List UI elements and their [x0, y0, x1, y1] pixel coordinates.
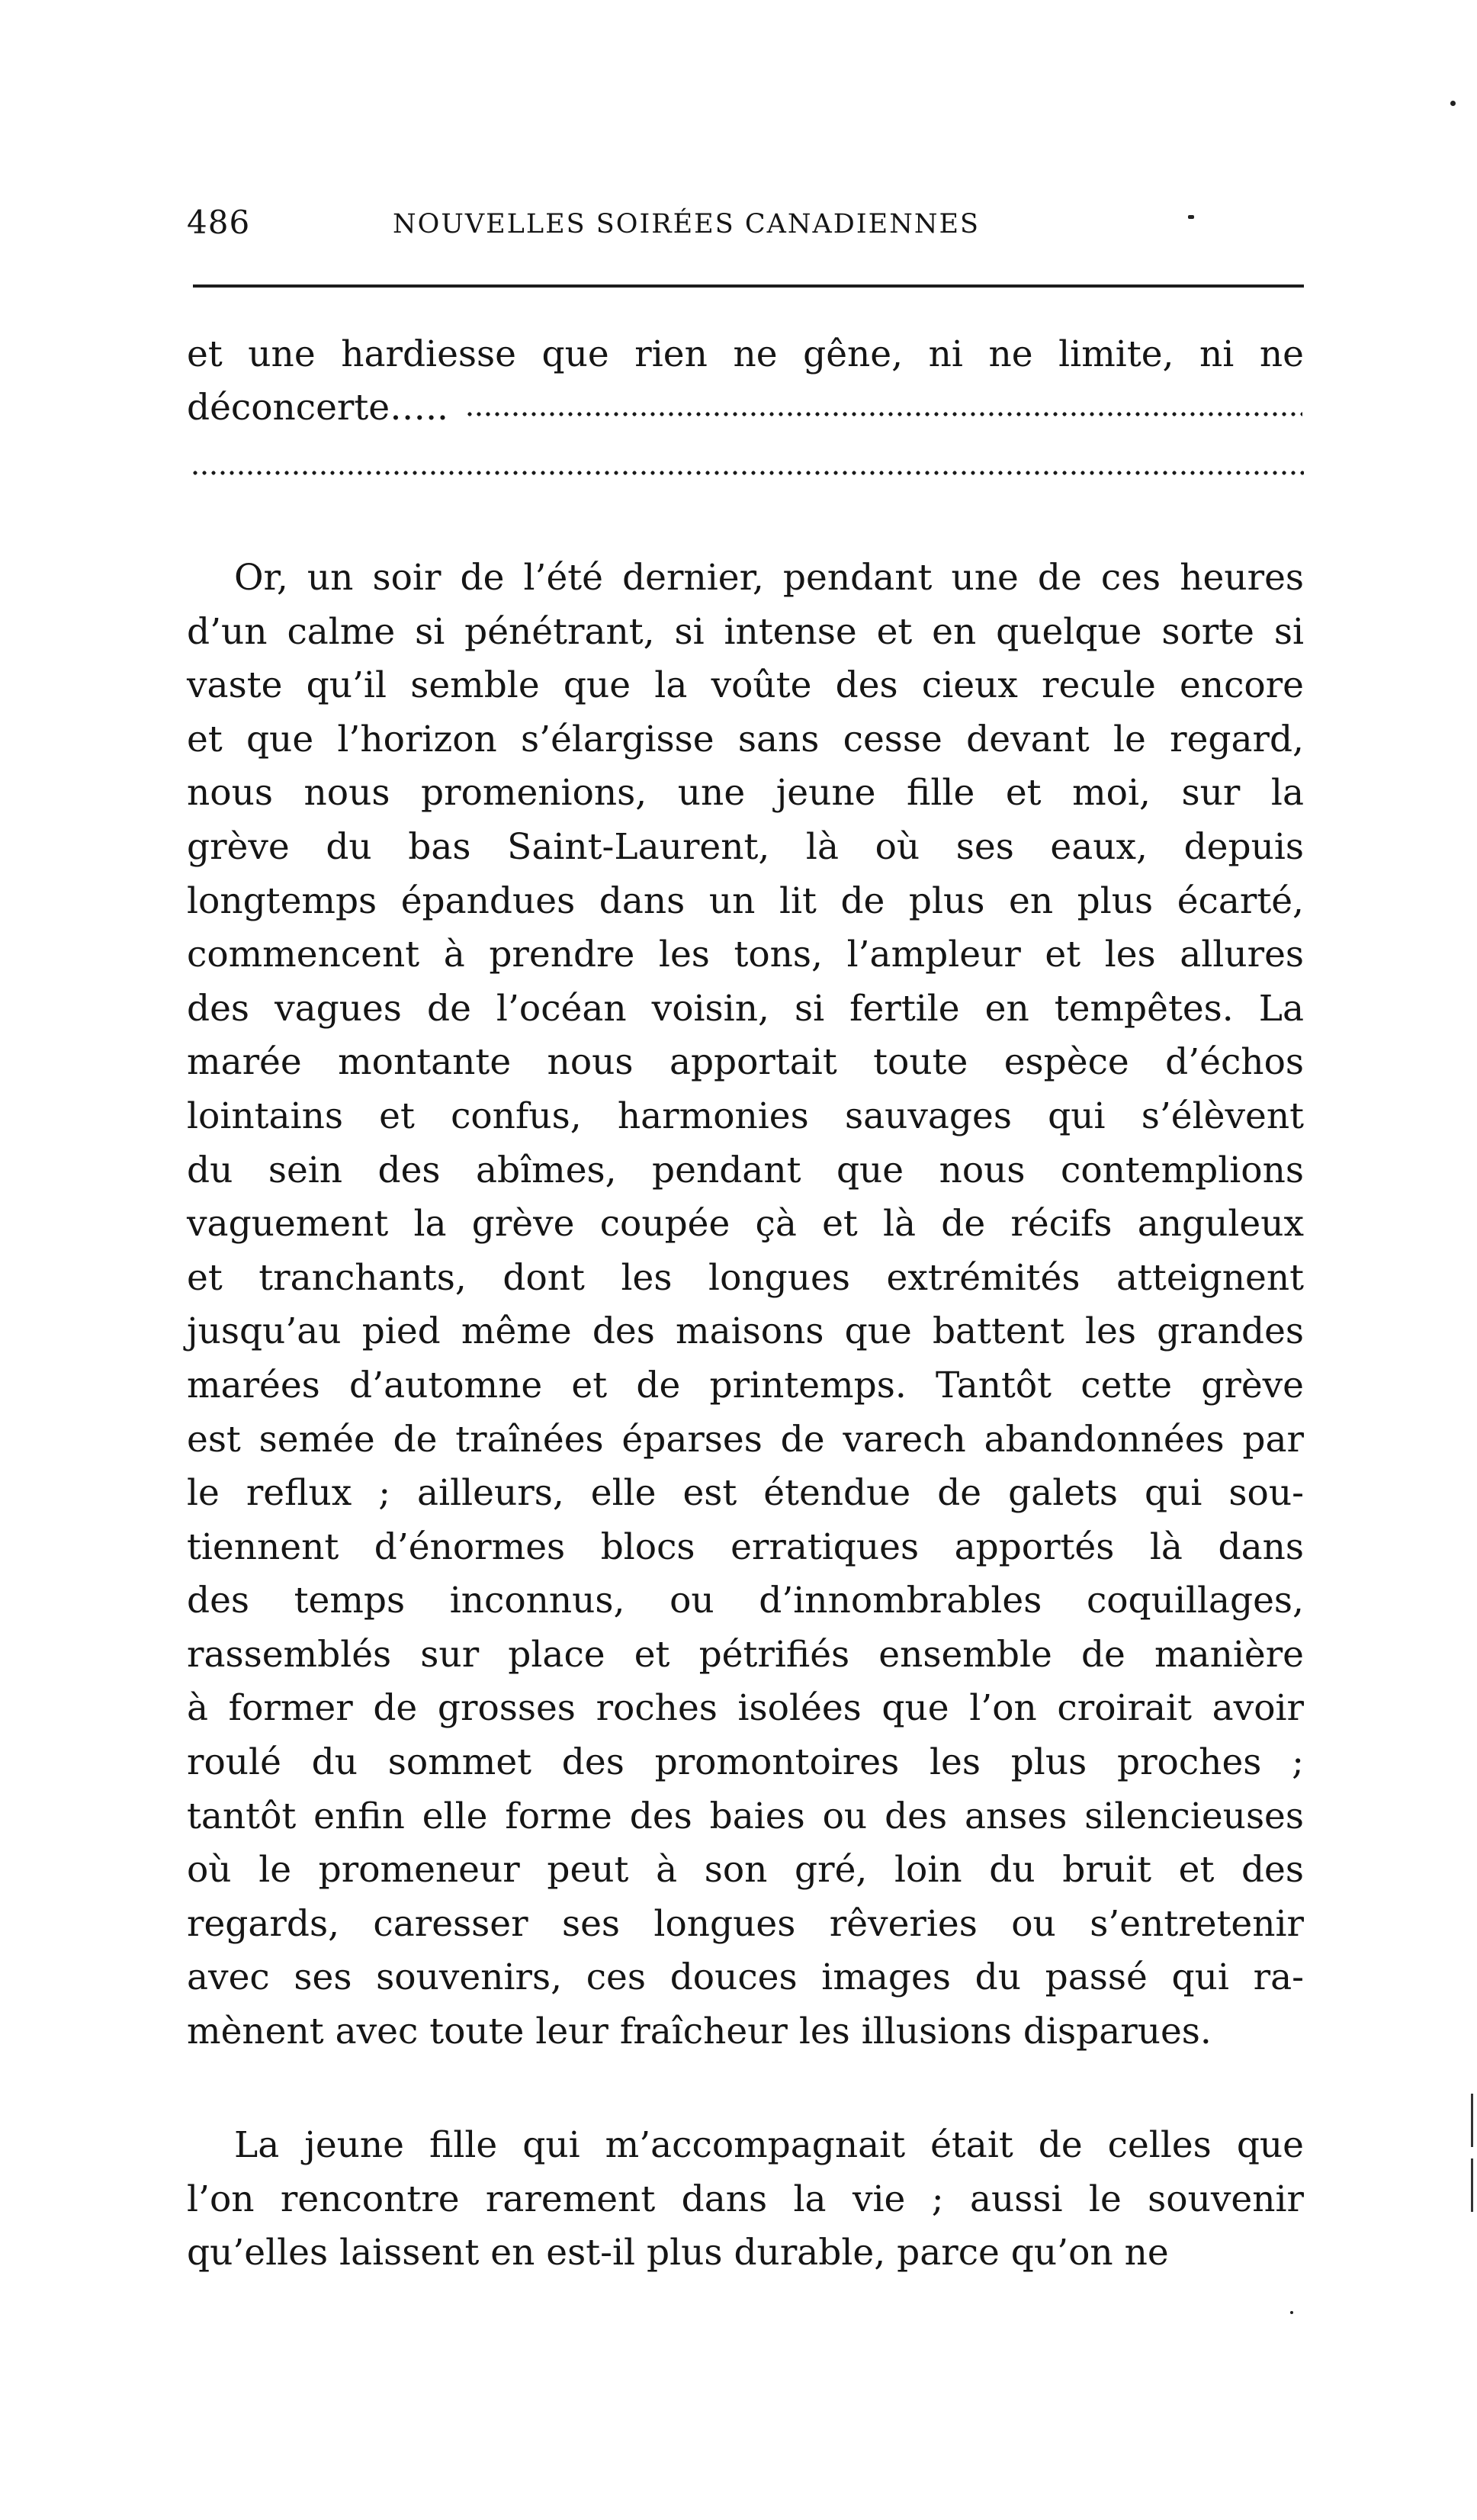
header-rule	[193, 284, 1304, 288]
text-line: des vagues de l’océan voisin, si fertile en tempêtes. La	[187, 987, 1304, 1030]
text-line: marées d’automne et de printemps. Tantôt cette grève	[187, 1364, 1304, 1406]
text-line: roulé du sommet des promontoires les plus proches ;	[187, 1741, 1304, 1784]
text-line: où le promeneur peut à son gré, loin du bruit et des	[187, 1849, 1304, 1892]
dot-separator-line	[191, 471, 1304, 475]
text-line: mènent avec toute leur fraîcheur les illusions disparues.	[187, 2011, 1212, 2053]
running-title: NOUVELLES SOIRÉES CANADIENNES	[393, 209, 980, 239]
text-line: vaguement la grève coupée çà et là de récifs anguleux	[187, 1203, 1304, 1246]
text-line: et que l’horizon s’élargisse sans cesse devant le regard,	[187, 718, 1304, 760]
text-line: regards, caresser ses longues rêveries ou s’entretenir	[187, 1902, 1304, 1945]
text-line: tiennent d’énormes blocs erratiques apportés là dans	[187, 1525, 1304, 1568]
text-line: Or, un soir de l’été dernier, pendant une de ces heures	[234, 557, 1304, 599]
paragraph-2	[187, 2119, 1304, 2281]
text-line: avec ses souvenirs, ces douces images du passé qui ra-	[187, 1956, 1304, 1999]
text-line: tantôt enfin elle forme des baies ou des anses silencieuses	[187, 1795, 1304, 1837]
opening-line-1: et une hardiesse que rien ne gêne, ni ne limite, ni ne	[187, 333, 1304, 375]
margin-mark	[1471, 2158, 1473, 2212]
page-number: 486	[187, 204, 251, 241]
text-line: des temps inconnus, ou d’innombrables coquillages,	[187, 1580, 1304, 1622]
text-line: à former de grosses roches isolées que l’on croirait avoir	[187, 1687, 1304, 1730]
text-line: vaste qu’il semble que la voûte des cieux recule encore	[187, 664, 1304, 707]
text-line: grève du bas Saint-Laurent, là où ses eaux, depuis	[187, 825, 1304, 868]
text-line: l’on rencontre rarement dans la vie ; aussi le souvenir	[187, 2178, 1304, 2220]
text-line: du sein des abîmes, pendant que nous contemplions	[187, 1149, 1304, 1191]
margin-mark	[1471, 2094, 1473, 2147]
text-line: longtemps épandues dans un lit de plus en plus écarté,	[187, 879, 1304, 922]
text-line: le reflux ; ailleurs, elle est étendue de galets qui sou-	[187, 1472, 1304, 1515]
opening-line-2: déconcerte…..	[187, 387, 448, 429]
text-line: marée montante nous apportait toute espèce d’échos	[187, 1041, 1304, 1084]
text-line: qu’elles laissent en est-il plus durable, parce qu’on ne	[187, 2232, 1169, 2274]
text-line: rassemblés sur place et pétrifiés ensemble de manière	[187, 1633, 1304, 1676]
ink-speck	[1188, 215, 1194, 219]
text-line: d’un calme si pénétrant, si intense et en quelque sorte si	[187, 610, 1304, 653]
text-line: jusqu’au pied même des maisons que battent les grandes	[187, 1310, 1304, 1353]
dot-leader	[465, 412, 1302, 416]
text-line: La jeune fille qui m’accompagnait était de celles que	[234, 2124, 1304, 2166]
text-line: nous nous promenions, une jeune fille et moi, sur la	[187, 772, 1304, 815]
ink-speck	[1290, 2311, 1293, 2314]
text-line: commencent à prendre les tons, l’ampleur et les allures	[187, 934, 1304, 976]
paragraph-1	[187, 551, 1304, 2059]
text-line: est semée de traînées éparses de varech abandonnées par	[187, 1418, 1304, 1461]
page-header	[187, 200, 1304, 246]
text-line: lointains et confus, harmonies sauvages qui s’élèvent	[187, 1094, 1304, 1137]
text-line: et tranchants, dont les longues extrémités atteignent	[187, 1256, 1304, 1299]
ink-speck	[1450, 101, 1456, 106]
